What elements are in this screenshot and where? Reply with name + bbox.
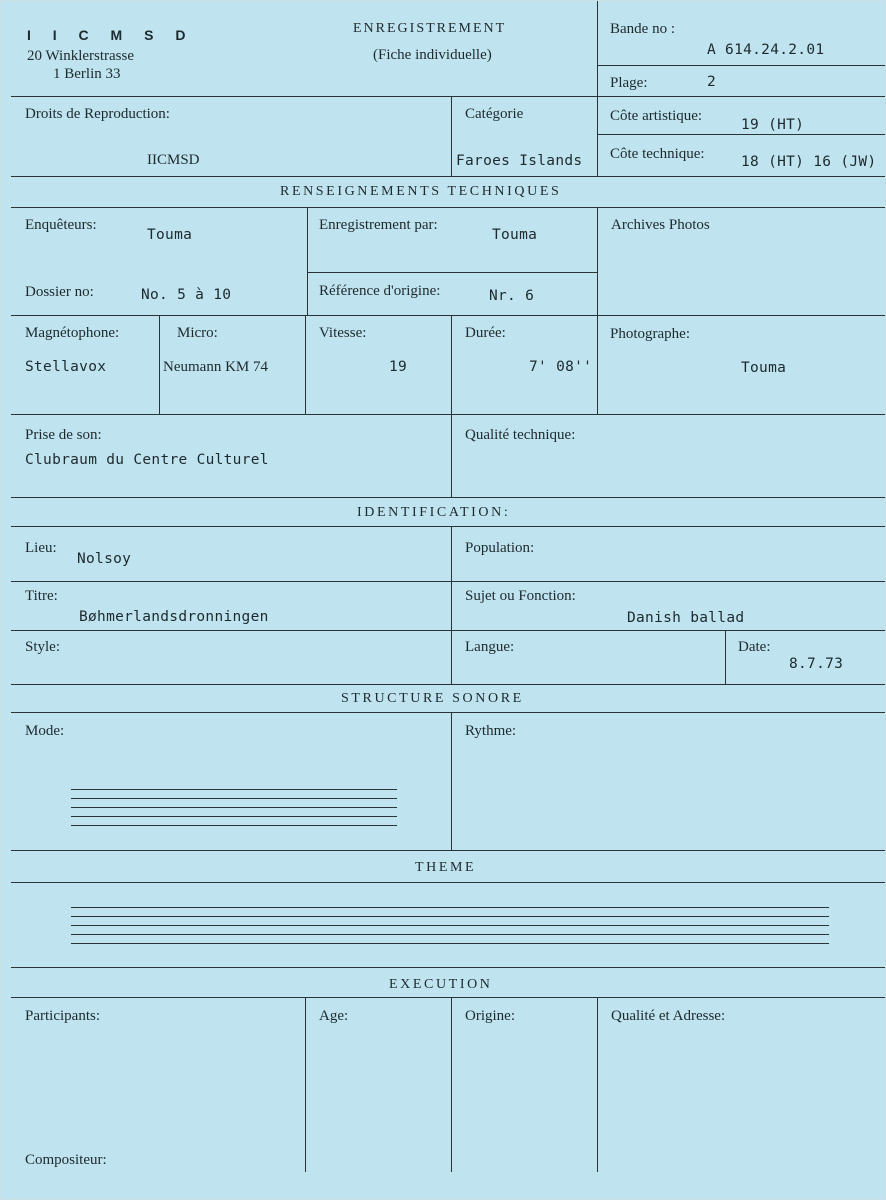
vrule-rythme — [451, 712, 452, 851]
section-title-theme: THEME — [415, 860, 477, 875]
magnetophone-label: Magnétophone: — [25, 325, 120, 341]
dossier-value: No. 5 à 10 — [141, 287, 232, 303]
droits-label: Droits de Reproduction: — [25, 106, 170, 122]
population-label: Population: — [465, 540, 535, 556]
cote-technique-label: Côte technique: — [610, 146, 705, 162]
address-street: 20 Winklerstrasse — [27, 48, 135, 64]
enregistrement-par-value: Touma — [492, 227, 538, 243]
vrule-qualite-technique — [451, 414, 452, 498]
vrule-identification — [451, 526, 452, 685]
vitesse-value: 19 — [389, 359, 408, 375]
qualite-adresse-label: Qualité et Adresse: — [611, 1008, 726, 1024]
sujet-label: Sujet ou Fonction: — [465, 588, 576, 604]
rule-structure-title — [11, 712, 885, 713]
enregistrement-par-label: Enregistrement par: — [319, 217, 438, 233]
vrule-micro — [159, 315, 160, 415]
droits-value: IICMSD — [147, 152, 200, 168]
compositeur-label: Compositeur: — [25, 1152, 107, 1168]
rule-prise-bottom — [11, 497, 885, 498]
section-title-structure: STRUCTURE SONORE — [341, 691, 524, 706]
enqueteurs-label: Enquêteurs: — [25, 217, 97, 233]
vrule-enregistrement — [307, 207, 308, 315]
date-label: Date: — [738, 639, 771, 655]
langue-label: Langue: — [465, 639, 515, 655]
duree-value: 7' 08'' — [529, 359, 593, 375]
rule-theme-bottom — [11, 967, 885, 968]
reference-value: Nr. 6 — [489, 288, 535, 304]
vrule-categorie — [451, 96, 452, 177]
rule-dossier-bottom — [11, 315, 885, 316]
bande-label: Bande no : — [610, 21, 675, 37]
rule-reference — [307, 272, 598, 273]
rule-ident-title — [11, 526, 885, 527]
cote-technique-value: 18 (HT) 16 (JW) — [741, 154, 877, 170]
section-title-execution: EXECUTION — [389, 977, 493, 992]
sujet-value: Danish ballad — [627, 610, 745, 626]
reference-label: Référence d'origine: — [319, 283, 441, 299]
address-city: 1 Berlin 33 — [53, 66, 121, 82]
vrule-qualite-adresse — [597, 997, 598, 1172]
lieu-label: Lieu: — [25, 540, 57, 556]
vrule-archives — [597, 207, 598, 315]
rule-theme-title — [11, 882, 885, 883]
micro-label: Micro: — [177, 325, 218, 341]
rule-equipment-bottom — [11, 414, 885, 415]
rule-header-bottom — [11, 96, 885, 97]
vrule-date — [725, 630, 726, 685]
rule-mode-bottom — [11, 850, 885, 851]
rule-style-bottom — [11, 684, 885, 685]
plage-label: Plage: — [610, 75, 648, 91]
vrule-age — [305, 997, 306, 1172]
lieu-value: Nolsoy — [77, 551, 132, 567]
photographe-label: Photographe: — [610, 326, 690, 342]
rule-plage — [597, 65, 885, 66]
rule-lieu-bottom — [11, 581, 885, 582]
rule-titre-bottom — [11, 630, 885, 631]
enqueteurs-value: Touma — [147, 227, 193, 243]
prise-value: Clubraum du Centre Culturel — [25, 452, 269, 468]
rule-tech-title — [11, 207, 885, 208]
rule-rights-bottom — [11, 176, 885, 177]
magnetophone-value: Stellavox — [25, 359, 107, 375]
section-title-technical: RENSEIGNEMENTS TECHNIQUES — [280, 184, 562, 199]
titre-value: Bøhmerlandsdronningen — [79, 609, 269, 625]
archives-photos-label: Archives Photos — [611, 217, 710, 233]
participants-label: Participants: — [25, 1008, 100, 1024]
mode-label: Mode: — [25, 723, 65, 739]
age-label: Age: — [319, 1008, 349, 1024]
titre-label: Titre: — [25, 588, 58, 604]
rule-exec-title — [11, 997, 885, 998]
date-value: 8.7.73 — [789, 656, 844, 672]
categorie-label: Catégorie — [465, 106, 524, 122]
rule-cote — [597, 134, 885, 135]
vrule-header-right — [597, 1, 598, 177]
vrule-photographe — [597, 315, 598, 415]
photographe-value: Touma — [741, 360, 787, 376]
micro-value: Neumann KM 74 — [163, 359, 268, 375]
duree-label: Durée: — [465, 325, 506, 341]
cote-artistique-label: Côte artistique: — [610, 108, 703, 124]
vitesse-label: Vitesse: — [319, 325, 367, 341]
vrule-vitesse — [305, 315, 306, 415]
vrule-duree — [451, 315, 452, 415]
dossier-label: Dossier no: — [25, 284, 94, 300]
form-title: ENREGISTREMENT — [353, 21, 507, 36]
cote-artistique-value: 19 (HT) — [741, 117, 805, 133]
style-label: Style: — [25, 639, 61, 655]
qualite-technique-label: Qualité technique: — [465, 427, 576, 443]
bande-value: A 614.24.2.01 — [707, 42, 825, 58]
rythme-label: Rythme: — [465, 723, 517, 739]
section-title-identification: IDENTIFICATION: — [357, 505, 511, 520]
categorie-value: Faroes Islands — [456, 153, 583, 169]
origine-label: Origine: — [465, 1008, 515, 1024]
prise-label: Prise de son: — [25, 427, 102, 443]
plage-value: 2 — [707, 74, 717, 90]
vrule-origine — [451, 997, 452, 1172]
institute-name: I I C M S D — [27, 27, 195, 43]
form-subtitle: (Fiche individuelle) — [373, 47, 492, 63]
